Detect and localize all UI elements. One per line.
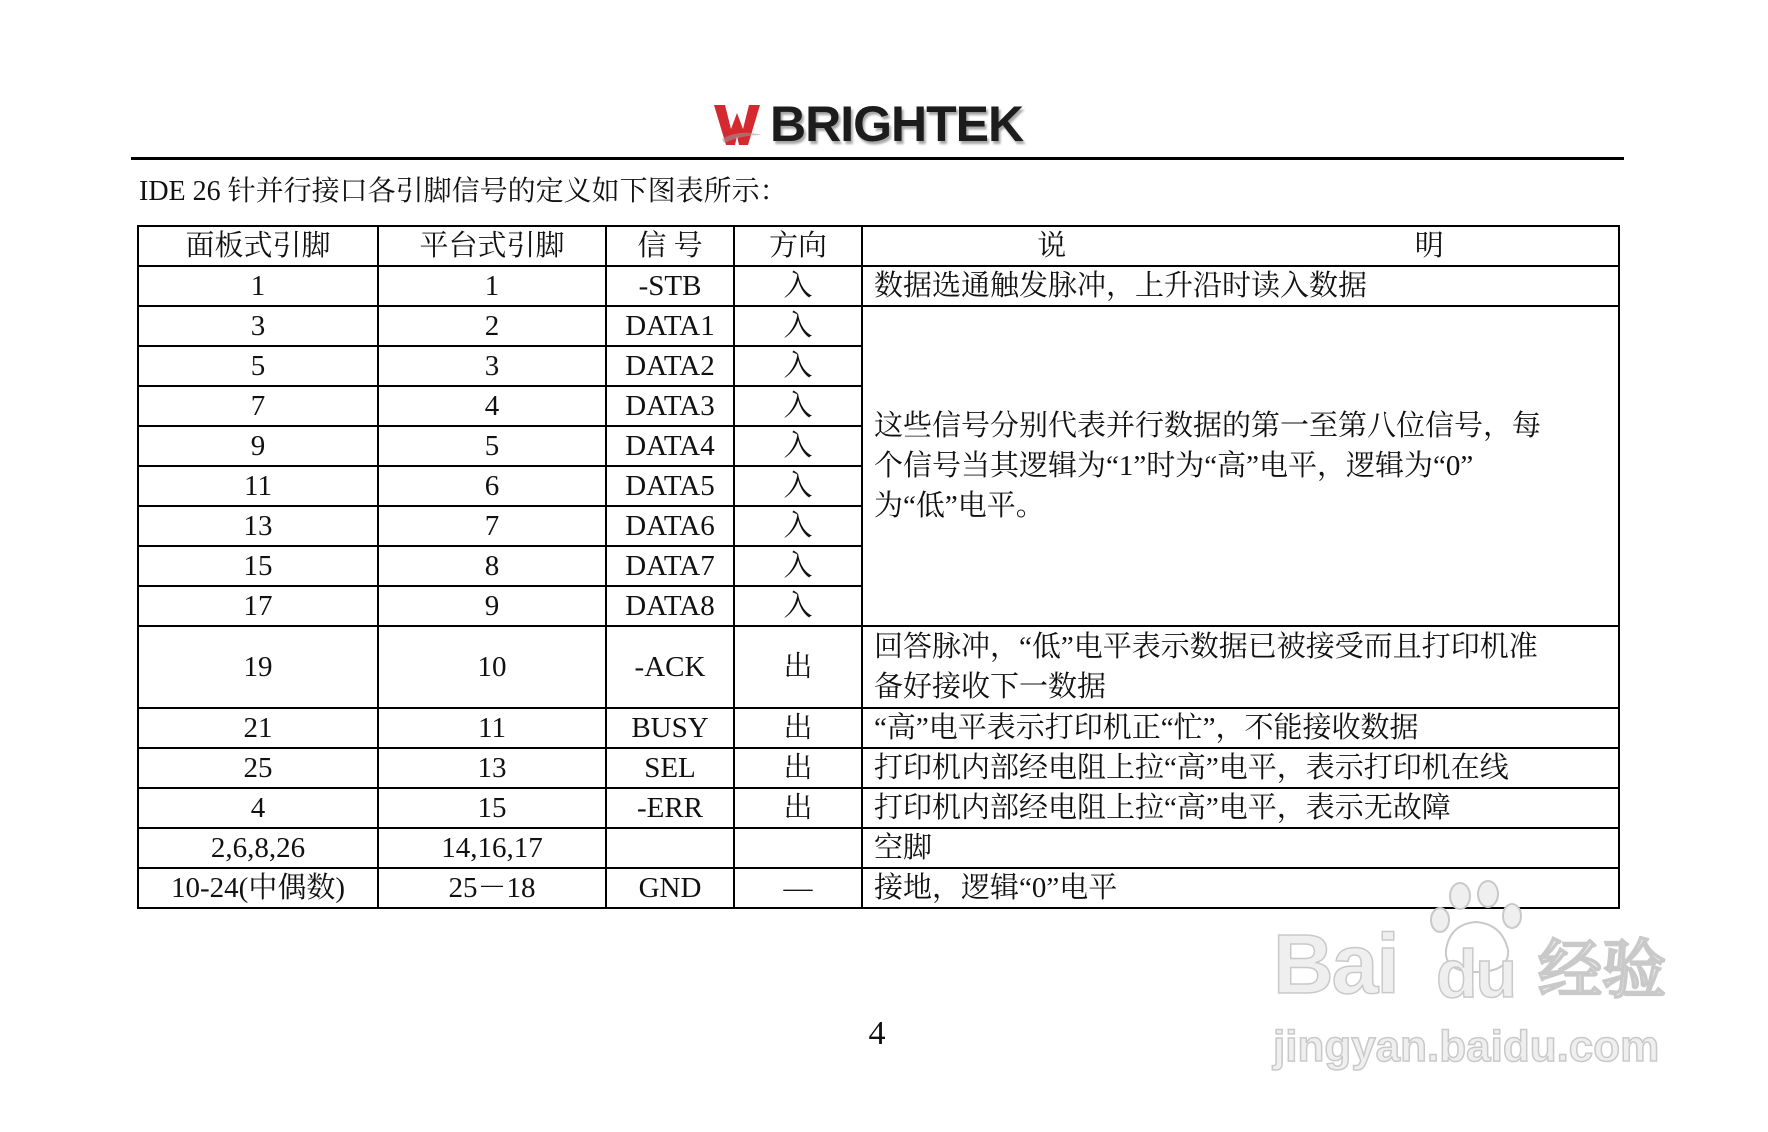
header-platform-pin: 平台式引脚	[378, 226, 606, 266]
panel-pin-cell: 10-24(中偶数)	[138, 868, 378, 908]
signal-cell: DATA1	[606, 306, 734, 346]
description-line: 备好接收下一数据	[874, 671, 1107, 703]
signal-cell: -STB	[606, 266, 734, 306]
direction-cell	[734, 828, 862, 868]
platform-pin-cell: 1	[378, 266, 606, 306]
direction-cell: 入	[734, 386, 862, 426]
description-line: 个信号当其逻辑为“1”时为“高”电平，逻辑为“0”	[874, 450, 1474, 482]
watermark-brand-right: du	[1436, 936, 1516, 1012]
data-bits-description-cell	[862, 306, 1619, 626]
panel-pin-cell: 7	[138, 386, 378, 426]
platform-pin-cell: 4	[378, 386, 606, 426]
direction-cell: —	[734, 868, 862, 908]
table-row	[138, 626, 1619, 708]
panel-pin-cell: 13	[138, 506, 378, 546]
signal-cell: DATA2	[606, 346, 734, 386]
panel-pin-cell: 2,6,8,26	[138, 828, 378, 868]
table-row	[138, 748, 1619, 788]
header-description-right: 明	[1414, 230, 1444, 262]
description-line: 回答脉冲，“低”电平表示数据已被接受而且打印机准	[874, 631, 1538, 663]
panel-pin-cell: 4	[138, 788, 378, 828]
logo-text: BRIGHTEK	[770, 96, 1024, 152]
platform-pin-cell: 8	[378, 546, 606, 586]
direction-cell: 出	[734, 748, 862, 788]
direction-cell: 入	[734, 346, 862, 386]
signal-cell: -ERR	[606, 788, 734, 828]
description-line: 为“低”电平。	[874, 490, 1045, 522]
platform-pin-cell: 10	[378, 626, 606, 708]
direction-cell: 入	[734, 266, 862, 306]
description-line: 这些信号分别代表并行数据的第一至第八位信号，每	[874, 410, 1542, 442]
watermark-product: 经验	[1538, 934, 1666, 1006]
description-cell: “高”电平表示打印机正“忙”，不能接收数据	[862, 708, 1619, 748]
header-description	[862, 226, 1619, 266]
platform-pin-cell: 13	[378, 748, 606, 788]
signal-cell: DATA7	[606, 546, 734, 586]
signal-cell: -ACK	[606, 626, 734, 708]
platform-pin-cell: 7	[378, 506, 606, 546]
panel-pin-cell: 19	[138, 626, 378, 708]
panel-pin-cell: 1	[138, 266, 378, 306]
intro-text: IDE 26 针并行接口各引脚信号的定义如下图表所示：	[139, 176, 788, 207]
signal-cell: SEL	[606, 748, 734, 788]
description-cell: 空脚	[862, 828, 1619, 868]
signal-cell: DATA8	[606, 586, 734, 626]
watermark-brand-left: Bai	[1273, 917, 1398, 1011]
platform-pin-cell: 2	[378, 306, 606, 346]
description-cell: 接地，逻辑“0”电平	[862, 868, 1619, 908]
direction-cell: 出	[734, 708, 862, 748]
panel-pin-cell: 17	[138, 586, 378, 626]
brightek-logo	[712, 96, 1023, 152]
table-row	[138, 708, 1619, 748]
panel-pin-cell: 9	[138, 426, 378, 466]
signal-cell: GND	[606, 868, 734, 908]
panel-pin-cell: 21	[138, 708, 378, 748]
watermark-url: jingyan.baidu.com	[1273, 1022, 1660, 1071]
description-cell: 打印机内部经电阻上拉“高”电平，表示无故障	[862, 788, 1619, 828]
description-cell	[862, 626, 1619, 708]
platform-pin-cell: 3	[378, 346, 606, 386]
header-signal: 信 号	[606, 226, 734, 266]
signal-cell: BUSY	[606, 708, 734, 748]
platform-pin-cell: 15	[378, 788, 606, 828]
table-row	[138, 868, 1619, 908]
table-row	[138, 306, 1619, 346]
table-row	[138, 828, 1619, 868]
direction-cell: 入	[734, 506, 862, 546]
direction-cell: 入	[734, 546, 862, 586]
header-rule	[131, 157, 1624, 160]
platform-pin-cell: 5	[378, 426, 606, 466]
panel-pin-cell: 11	[138, 466, 378, 506]
direction-cell: 入	[734, 306, 862, 346]
direction-cell: 入	[734, 426, 862, 466]
panel-pin-cell: 25	[138, 748, 378, 788]
platform-pin-cell: 14,16,17	[378, 828, 606, 868]
description-cell: 数据选通触发脉冲，上升沿时读入数据	[862, 266, 1619, 306]
direction-cell: 入	[734, 466, 862, 506]
page-number: 4	[868, 1015, 886, 1052]
direction-cell: 入	[734, 586, 862, 626]
platform-pin-cell: 25－18	[378, 868, 606, 908]
platform-pin-cell: 11	[378, 708, 606, 748]
direction-cell: 出	[734, 788, 862, 828]
header-panel-pin: 面板式引脚	[138, 226, 378, 266]
table-row	[138, 788, 1619, 828]
table-header-row	[138, 226, 1619, 266]
signal-cell	[606, 828, 734, 868]
header-description-left: 说	[1037, 230, 1067, 262]
pin-definition-table	[137, 225, 1620, 909]
signal-cell: DATA3	[606, 386, 734, 426]
description-cell: 打印机内部经电阻上拉“高”电平，表示打印机在线	[862, 748, 1619, 788]
signal-cell: DATA6	[606, 506, 734, 546]
panel-pin-cell: 3	[138, 306, 378, 346]
signal-cell: DATA4	[606, 426, 734, 466]
panel-pin-cell: 15	[138, 546, 378, 586]
direction-cell: 出	[734, 626, 862, 708]
platform-pin-cell: 6	[378, 466, 606, 506]
header-direction: 方向	[734, 226, 862, 266]
table-row	[138, 266, 1619, 306]
signal-cell: DATA5	[606, 466, 734, 506]
panel-pin-cell: 5	[138, 346, 378, 386]
brightek-logo-mark-icon	[712, 99, 766, 149]
platform-pin-cell: 9	[378, 586, 606, 626]
